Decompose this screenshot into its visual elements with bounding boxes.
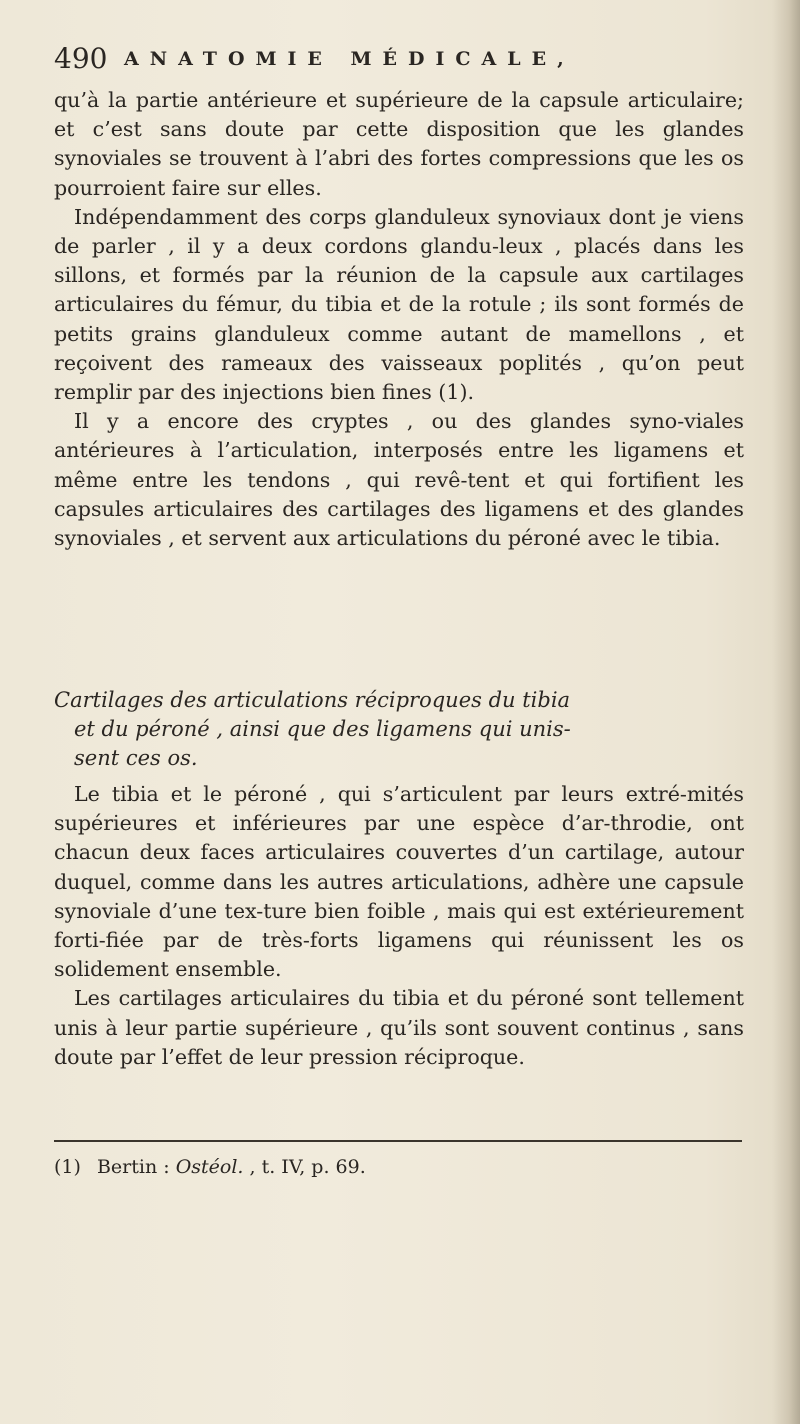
- section-heading: [54, 686, 744, 773]
- section-heading-line-2: et du péroné , ainsi que des ligamens qui unis-: [74, 717, 571, 741]
- text-block-bottom: [54, 780, 744, 1072]
- page-header: [54, 42, 734, 82]
- paragraph-5: Les cartilages articulaires du tibia et du péroné sont tellement unis à leur partie supérieure , qu’ils sont souvent continus , sans doute par l’effet de leur pression réciproque.: [54, 986, 744, 1069]
- page-edge-shadow: [772, 0, 800, 1424]
- section-heading-line-3: sent ces os.: [74, 746, 198, 770]
- footnote-author: Bertin :: [96, 1156, 170, 1178]
- running-title: ANATOMIE MÉDICALE,: [124, 48, 575, 70]
- page-number: 490: [54, 42, 108, 75]
- text-block-top: [54, 86, 744, 553]
- footnote-work: Ostéol.: [175, 1156, 244, 1178]
- paragraph-2: Indépendamment des corps glanduleux synoviaux dont je viens de parler , il y a deux cordons glandu-leux , placés dans les sillons, et formés par la réunion de la capsule aux cartilages articulaires du fémur, du tibia et de la rotule ; ils sont formés de petits grains glanduleux comme autant de mamellons , et reçoivent des rameaux des vaisseaux poplités , qu’on peut remplir par des injections bien fines (1).: [54, 204, 744, 405]
- paragraph-1: qu’à la partie antérieure et supérieure de la capsule articulaire; et c’est sans doute par cette disposition que les glandes synoviales se trouvent à l’abri des fortes compressions que les os pourroient faire sur elles.: [54, 88, 744, 200]
- footnote-ref: , t. IV, p. 69.: [249, 1156, 366, 1178]
- footnote-mark: (1): [54, 1156, 81, 1178]
- paragraph-4: Le tibia et le péroné , qui s’articulent par leurs extré-mités supérieures et inférieures par une espèce d’ar-throdie, ont chacun deux faces articulaires couvertes d’un cartilage, autour duquel, comme dans les autres articulations, adhère une capsule synoviale d’une tex-ture bien foible , mais qui est extérieurement forti-fiée par de très-forts ligamens qui réunissent les os solidement ensemble.: [54, 782, 744, 982]
- section-heading-line-1: Cartilages des articulations réciproques du tibia: [54, 688, 571, 712]
- footnote: [54, 1154, 366, 1180]
- footnote-rule: [54, 1140, 742, 1142]
- paragraph-3: Il y a encore des cryptes , ou des glandes syno-viales antérieures à l’articulation, interposés entre les ligamens et même entre les tendons , qui revê-tent et qui fortifient les capsules articulaires des cartilages des ligamens et des glandes synoviales , et servent aux articulations du péroné avec le tibia.: [54, 409, 744, 551]
